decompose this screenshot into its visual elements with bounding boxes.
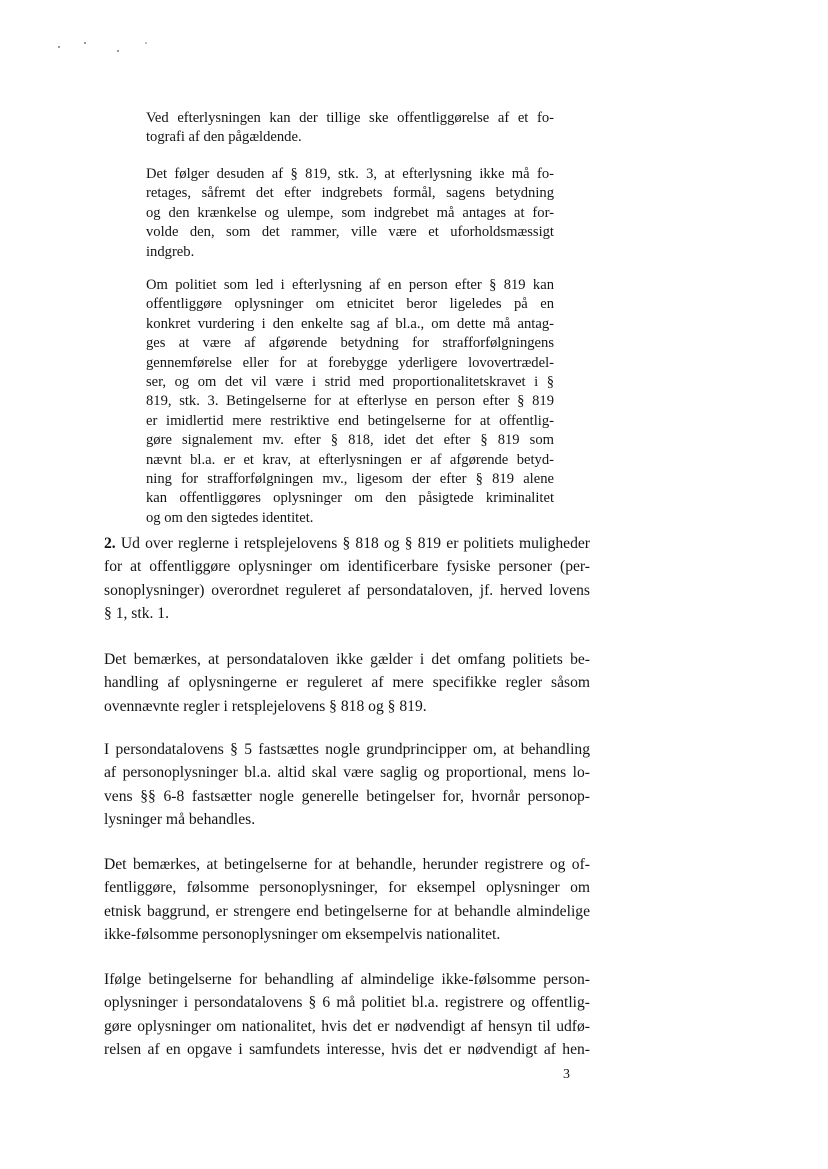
text-line: gøre oplysninger om nationalitet, hvis det er nødvendigt af hensyn til udfø- [104, 1017, 590, 1035]
text-line: Ifølge betingelserne for behandling af almindelige ikke-følsomme person- [104, 971, 590, 988]
text-line: indgreb. [146, 243, 195, 260]
body-paragraph-5 [104, 968, 590, 1062]
text-line [104, 532, 590, 555]
text-line: gennemførelse eller for at forebygge yderligere lovovertrædel- [146, 354, 554, 371]
text-line: volde den, som det rammer, ville være et uforholdsmæssigt [146, 224, 554, 241]
section-number: 2. [104, 535, 116, 552]
page-number: 3 [563, 1067, 570, 1082]
text-line: fentliggøre, følsomme personoplysninger, for eksempel oplysninger om [104, 879, 590, 897]
text-line: 819, stk. 3. Betingelserne for at efterlyse en person efter § 819 [146, 393, 554, 410]
text-line: Om politiet som led i efterlysning af en person efter § 819 kan [146, 277, 554, 293]
text-line: ges at være af afgørende betydning for strafforfølgningens [146, 335, 554, 352]
text-line: retages, såfremt det efter indgrebets formål, sagens betydning [146, 185, 554, 202]
text-line: § 1, stk. 1. [104, 605, 169, 623]
text-line: Det bemærkes, at betingelserne for at behandle, herunder registrere og of- [104, 856, 590, 873]
text-line: ikke-følsomme personoplysninger om eksempelvis nationalitet. [104, 926, 501, 944]
quote-paragraph-3 [146, 276, 554, 528]
scan-speck [145, 42, 147, 44]
text-line: nævnt bl.a. er et krav, at efterlysningen er af afgørende betyd- [146, 451, 554, 468]
text-line: ning for strafforfølgningen mv., ligesom der efter § 819 alene [146, 471, 554, 488]
text-line: gøre signalement mv. efter § 818, idet det efter § 819 som [146, 432, 554, 449]
text-line: Det bemærkes, at persondataloven ikke gælder i det omfang politiets be- [104, 651, 590, 668]
scan-speck [58, 46, 60, 48]
scan-speck [117, 50, 119, 52]
body-paragraph-2 [104, 648, 590, 718]
text-span: Ud over reglerne i retsplejelovens § 818 og § 819 er politiets muligheder [115, 535, 590, 552]
text-line: af personoplysninger bl.a. altid skal være saglig og proportional, mens lo- [104, 764, 590, 782]
text-line: og den krænkelse og ulempe, som indgrebet må antages at for- [146, 204, 554, 221]
body-paragraph-4 [104, 853, 590, 947]
text-line: ser, og om det vil være i strid med proportionalitetskravet i § [146, 374, 554, 391]
text-line: vens §§ 6-8 fastsætter nogle generelle betingelser for, hvornår personop- [104, 787, 590, 805]
text-line: for at offentliggøre oplysninger om identificerbare fysiske personer (per- [104, 558, 590, 576]
text-line: I persondatalovens § 5 fastsættes nogle grundprincipper om, at behandling [104, 741, 590, 758]
text-line: etnisk baggrund, er strengere end betingelserne for at behandle almindelige [104, 902, 590, 920]
text-line: tografi af den pågældende. [146, 129, 302, 146]
text-line: sonoplysninger) overordnet reguleret af persondataloven, jf. herved lovens [104, 581, 590, 599]
text-line: Det følger desuden af § 819, stk. 3, at efterlysning ikke må fo- [146, 166, 554, 182]
scan-speck [84, 42, 86, 44]
quote-paragraph-2 [146, 165, 554, 262]
section-2-paragraph [104, 532, 590, 626]
text-line: oplysninger i persondatalovens § 6 må politiet bl.a. registrere og offentlig- [104, 994, 590, 1012]
quote-paragraph-1 [146, 109, 554, 148]
text-line: handling af oplysningerne er reguleret af mere specifikke regler såsom [104, 674, 590, 692]
text-line: og om den sigtedes identitet. [146, 509, 314, 526]
text-line: relsen af en opgave i samfundets interesse, hvis det er nødvendigt af hen- [104, 1041, 590, 1059]
text-line: offentliggøre oplysninger om etnicitet beror ligeledes på en [146, 296, 554, 313]
text-line: konkret vurdering i den enkelte sag af bl.a., om dette må antag- [146, 315, 554, 332]
text-line: lysninger må behandles. [104, 811, 256, 829]
text-line: er imidlertid mere restriktive end betingelserne for at offentlig- [146, 412, 554, 429]
text-line: ovennævnte regler i retsplejelovens § 818 og § 819. [104, 697, 427, 715]
body-paragraph-3 [104, 738, 590, 832]
text-line: Ved efterlysningen kan der tillige ske offentliggørelse af et fo- [146, 110, 554, 126]
text-line: kan offentliggøres oplysninger om den påsigtede kriminalitet [146, 490, 554, 507]
